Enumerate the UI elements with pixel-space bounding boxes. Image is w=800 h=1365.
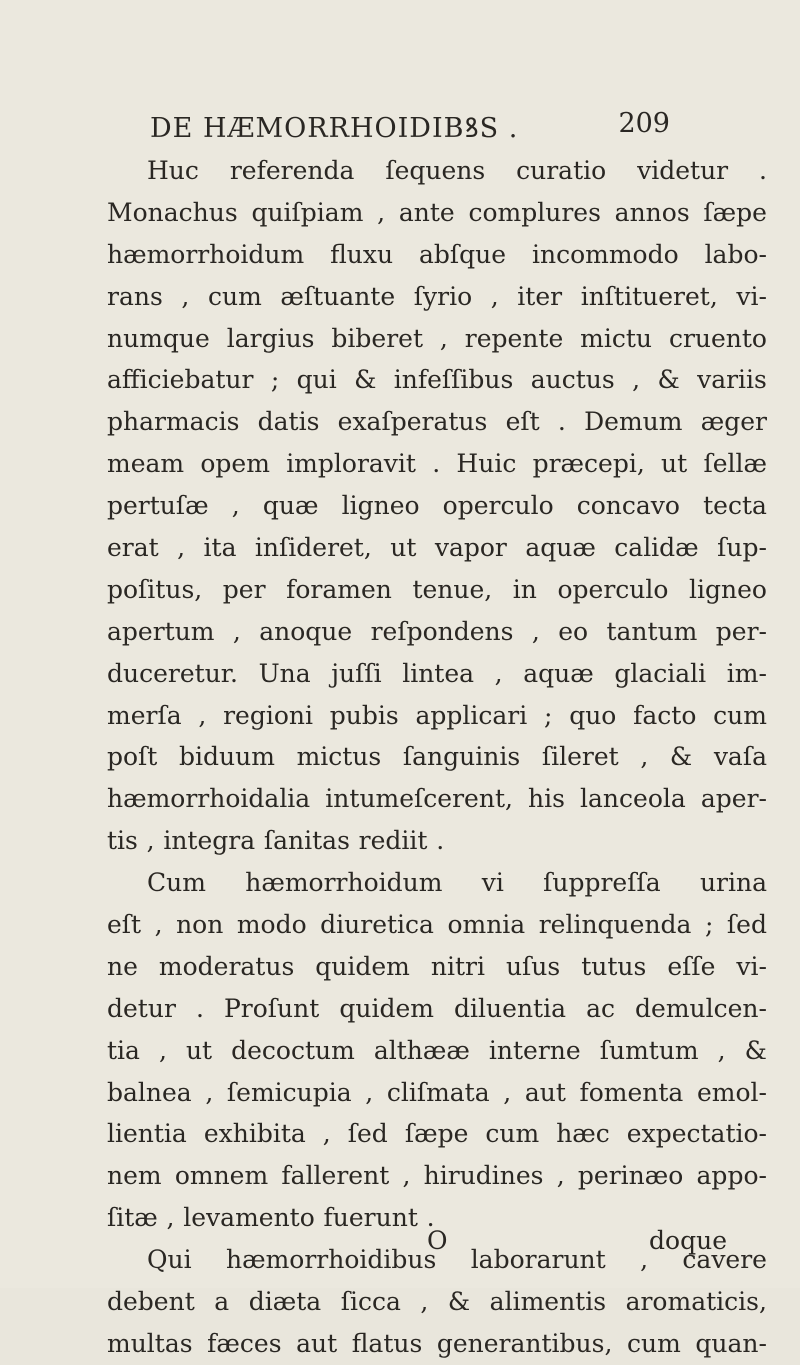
word: . xyxy=(432,449,441,479)
word: cum xyxy=(713,700,767,730)
word: . xyxy=(557,407,566,437)
text-line xyxy=(107,527,767,569)
word: fomenta xyxy=(579,1077,684,1107)
footer-line xyxy=(107,1220,767,1262)
word: Proſunt xyxy=(223,993,320,1023)
word: biduum xyxy=(179,742,275,772)
word: ſellæ xyxy=(703,449,767,479)
word: præcepi, xyxy=(532,449,645,479)
word: ac xyxy=(586,993,615,1023)
word: , xyxy=(402,1161,411,1191)
word: , xyxy=(158,1035,167,1065)
word: , xyxy=(146,826,155,856)
word: ſuppreſſa xyxy=(543,868,661,898)
word: fluxu xyxy=(330,239,394,269)
text-line xyxy=(107,318,767,360)
word: . xyxy=(759,156,767,185)
word: poſitus, xyxy=(107,574,203,604)
text-line xyxy=(107,569,767,611)
word: poſt xyxy=(107,742,158,772)
word: numque xyxy=(107,323,210,353)
word: iter xyxy=(517,281,563,311)
word: aut xyxy=(524,1077,566,1107)
text-line xyxy=(107,401,767,443)
word: repente xyxy=(464,323,564,353)
word: tantum xyxy=(606,616,698,646)
word: & xyxy=(744,1035,767,1065)
word: mictus xyxy=(296,742,382,772)
word: generantibus, xyxy=(436,1328,613,1358)
word: meam xyxy=(107,449,185,479)
word: & xyxy=(354,365,377,395)
word: applicari xyxy=(415,700,528,730)
word: vaſa xyxy=(713,742,767,772)
word: concavo xyxy=(576,491,680,521)
word: quo xyxy=(569,700,617,730)
word: Huc xyxy=(147,156,199,185)
word: tis xyxy=(107,826,138,856)
word: . xyxy=(426,1203,435,1233)
word: annos xyxy=(614,197,690,227)
word: diuretica xyxy=(320,910,434,940)
word: cliſmata xyxy=(386,1077,490,1107)
word: aper- xyxy=(700,784,767,814)
word: , xyxy=(205,1077,214,1107)
word: ; xyxy=(704,910,714,940)
word: intumeſcerent, xyxy=(325,784,513,814)
word: biberet xyxy=(331,323,423,353)
word: Huic xyxy=(456,449,517,479)
word: & xyxy=(447,1287,471,1317)
word: his xyxy=(528,784,565,814)
word: expectatio- xyxy=(626,1119,767,1149)
text-line xyxy=(107,1030,767,1072)
word: ſup- xyxy=(717,533,767,563)
word: , xyxy=(531,616,540,646)
text-line xyxy=(107,1113,767,1155)
word: cruento xyxy=(668,323,767,353)
body-text xyxy=(107,150,767,1365)
word: hæmorrhoidum xyxy=(107,239,305,269)
running-head xyxy=(150,108,670,148)
word: im- xyxy=(726,658,767,688)
word: ſileret xyxy=(541,742,619,772)
word: diæta xyxy=(248,1287,322,1317)
word: , xyxy=(166,1203,175,1233)
word: nitri xyxy=(430,951,485,981)
word: infeſſibus xyxy=(393,365,514,395)
running-head-title: DE HÆMORRHOIDIBꝸS . xyxy=(150,113,519,144)
word: ſæpe xyxy=(404,1119,469,1149)
word: , xyxy=(177,533,186,563)
word: vapor xyxy=(434,533,507,563)
word: , xyxy=(377,197,386,227)
word: quæ xyxy=(262,491,319,521)
word: fæces xyxy=(207,1328,282,1358)
word: urina xyxy=(699,868,767,898)
text-line xyxy=(107,359,767,401)
word: , xyxy=(556,1161,565,1191)
word: ſequens xyxy=(385,156,486,185)
word: rediit xyxy=(358,826,428,856)
word: . xyxy=(436,826,445,856)
word: ſed xyxy=(726,910,767,940)
word: althææ xyxy=(373,1035,470,1065)
word: exhibita xyxy=(203,1119,306,1149)
word: . xyxy=(195,993,204,1023)
word: & xyxy=(657,365,680,395)
word: inſtitueret, xyxy=(580,281,718,311)
word: flatus xyxy=(351,1328,423,1358)
word: largius xyxy=(226,323,315,353)
word: ita xyxy=(203,533,237,563)
text-line xyxy=(107,778,767,820)
word: alimentis xyxy=(489,1287,607,1317)
word: emol- xyxy=(696,1077,767,1107)
word: ſed xyxy=(347,1119,388,1149)
word: decoctum xyxy=(231,1035,355,1065)
word: in xyxy=(512,574,537,604)
word: auctus xyxy=(530,365,615,395)
word: operculo xyxy=(442,491,554,521)
word: quan- xyxy=(695,1328,767,1358)
word: omnia xyxy=(447,910,526,940)
word: lintea xyxy=(402,658,475,688)
word: levamento xyxy=(183,1203,315,1233)
word: quiſpiam xyxy=(251,197,364,227)
word: mictu xyxy=(580,323,653,353)
word: ſemicupia xyxy=(226,1077,352,1107)
word: , xyxy=(640,1245,649,1275)
word: , xyxy=(439,323,448,353)
word: ; xyxy=(270,365,280,395)
word: nem xyxy=(107,1161,162,1191)
word: ſanguinis xyxy=(402,742,521,772)
text-line xyxy=(107,1155,767,1197)
text-line xyxy=(107,862,767,904)
word: quidem xyxy=(339,993,434,1023)
text-line xyxy=(107,192,767,234)
word: labo- xyxy=(704,239,767,269)
word: , xyxy=(640,742,649,772)
text-line xyxy=(107,695,767,737)
word: , xyxy=(322,1119,331,1149)
word: Qui xyxy=(147,1245,192,1275)
word: ut xyxy=(661,449,688,479)
word: modo xyxy=(236,910,307,940)
word: ſyrio xyxy=(413,281,473,311)
text-line xyxy=(107,234,767,276)
word: perinæo xyxy=(577,1161,684,1191)
word: ligneo xyxy=(341,491,420,521)
word: ſicca xyxy=(340,1287,401,1317)
word: , xyxy=(231,491,240,521)
word: ; xyxy=(544,700,553,730)
word: merſa xyxy=(107,700,182,730)
word: tutus xyxy=(581,951,647,981)
word: cum xyxy=(485,1119,540,1149)
word: vi xyxy=(481,868,504,898)
word: ne xyxy=(107,951,138,981)
word: reſpondens xyxy=(370,616,514,646)
word: facto xyxy=(633,700,697,730)
page-number: 209 xyxy=(618,108,670,139)
word: eo xyxy=(558,616,589,646)
word: , xyxy=(198,700,207,730)
catchword: doque xyxy=(649,1226,727,1255)
text-line xyxy=(107,988,767,1030)
word: aquæ xyxy=(525,533,596,563)
word: vi- xyxy=(736,951,767,981)
word: , xyxy=(494,658,503,688)
word: eſt xyxy=(505,407,540,437)
word: aromaticis, xyxy=(625,1287,767,1317)
word: variis xyxy=(697,365,767,395)
text-line xyxy=(107,443,767,485)
text-line xyxy=(107,736,767,778)
word: interne xyxy=(488,1035,581,1065)
word: , xyxy=(503,1077,512,1107)
word: ſanitas xyxy=(263,826,350,856)
word: æſtuante xyxy=(280,281,396,311)
word: debent xyxy=(107,1287,195,1317)
word: aquæ xyxy=(523,658,594,688)
word: curatio xyxy=(516,156,607,185)
word: lanceola xyxy=(580,784,686,814)
text-line xyxy=(107,150,767,192)
word: pharmacis xyxy=(107,407,240,437)
word: hæmorrhoidalia xyxy=(107,784,311,814)
word: vi- xyxy=(736,281,767,311)
word: detur xyxy=(107,993,176,1023)
word: lientia xyxy=(107,1119,187,1149)
word: a xyxy=(214,1287,230,1317)
word: , xyxy=(490,281,499,311)
word: ut xyxy=(390,533,417,563)
word: hæc xyxy=(556,1119,610,1149)
word: foramen xyxy=(286,574,392,604)
word: calidæ xyxy=(614,533,699,563)
word: aut xyxy=(296,1328,338,1358)
word: , xyxy=(420,1287,429,1317)
text-line xyxy=(107,904,767,946)
word: incommodo xyxy=(531,239,679,269)
text-line xyxy=(107,485,767,527)
word: afficiebatur xyxy=(107,365,254,395)
word: imploravit xyxy=(286,449,416,479)
word: , xyxy=(154,910,163,940)
word: ut xyxy=(185,1035,213,1065)
word: opem xyxy=(200,449,270,479)
word: per xyxy=(222,574,266,604)
word: hæmorrhoidum xyxy=(245,868,443,898)
word: tecta xyxy=(703,491,767,521)
word: operculo xyxy=(557,574,669,604)
word: hæmorrhoidibus xyxy=(225,1245,437,1275)
word: Demum xyxy=(584,407,683,437)
word: fuerunt xyxy=(323,1203,418,1233)
word: qui xyxy=(296,365,337,395)
word: Cum xyxy=(147,868,206,898)
word: ante xyxy=(398,197,455,227)
text-line xyxy=(107,276,767,318)
word: ſæpe xyxy=(703,197,767,227)
word: referenda xyxy=(229,156,355,185)
word: tenue, xyxy=(412,574,493,604)
word: ligneo xyxy=(688,574,767,604)
word: ſumtum xyxy=(599,1035,699,1065)
word: complures xyxy=(468,197,601,227)
word: glaciali xyxy=(614,658,707,688)
word: videtur xyxy=(637,156,729,185)
word: erat xyxy=(107,533,159,563)
word: cavere xyxy=(682,1245,767,1275)
word: abſque xyxy=(419,239,507,269)
text-line xyxy=(107,1072,767,1114)
word: æger xyxy=(700,407,767,437)
word: , xyxy=(717,1035,726,1065)
text-line xyxy=(107,1281,767,1323)
word: , xyxy=(181,281,190,311)
word: pertuſæ xyxy=(107,491,209,521)
word: cum xyxy=(207,281,262,311)
word: apertum xyxy=(107,616,215,646)
word: ſitæ xyxy=(107,1203,158,1233)
word: cum xyxy=(627,1328,681,1358)
word: integra xyxy=(163,826,256,856)
word: duceretur. xyxy=(107,658,238,688)
text-line xyxy=(107,1323,767,1365)
word: , xyxy=(232,616,241,646)
word: omnem xyxy=(174,1161,269,1191)
text-line xyxy=(107,653,767,695)
word: eſt xyxy=(107,910,142,940)
word: uſus xyxy=(505,951,561,981)
word: exaſperatus xyxy=(337,407,488,437)
word: regioni xyxy=(223,700,313,730)
word: demulcen- xyxy=(635,993,767,1023)
word: Una xyxy=(258,658,311,688)
word: moderatus xyxy=(158,951,295,981)
word: inſideret, xyxy=(254,533,372,563)
text-line xyxy=(107,611,767,653)
word: quidem xyxy=(315,951,410,981)
word: laborarunt xyxy=(470,1245,606,1275)
word: anoque xyxy=(259,616,353,646)
signature-mark: O xyxy=(427,1226,448,1255)
word: hirudines xyxy=(423,1161,544,1191)
word: balnea xyxy=(107,1077,192,1107)
word: & xyxy=(669,742,693,772)
word: relinquenda xyxy=(538,910,692,940)
word: diluentia xyxy=(454,993,566,1023)
word: , xyxy=(365,1077,374,1107)
text-line xyxy=(107,946,767,988)
word: appo- xyxy=(696,1161,767,1191)
word: tia xyxy=(107,1035,140,1065)
word: datis xyxy=(257,407,320,437)
word: juſſi xyxy=(331,658,382,688)
text-line xyxy=(107,820,767,862)
word: , xyxy=(632,365,641,395)
word: eſſe xyxy=(667,951,716,981)
word: multas xyxy=(107,1328,193,1358)
word: fallerent xyxy=(281,1161,390,1191)
word: pubis xyxy=(329,700,399,730)
word: per- xyxy=(715,616,767,646)
word: rans xyxy=(107,281,163,311)
word: non xyxy=(176,910,224,940)
word: Monachus xyxy=(107,197,238,227)
